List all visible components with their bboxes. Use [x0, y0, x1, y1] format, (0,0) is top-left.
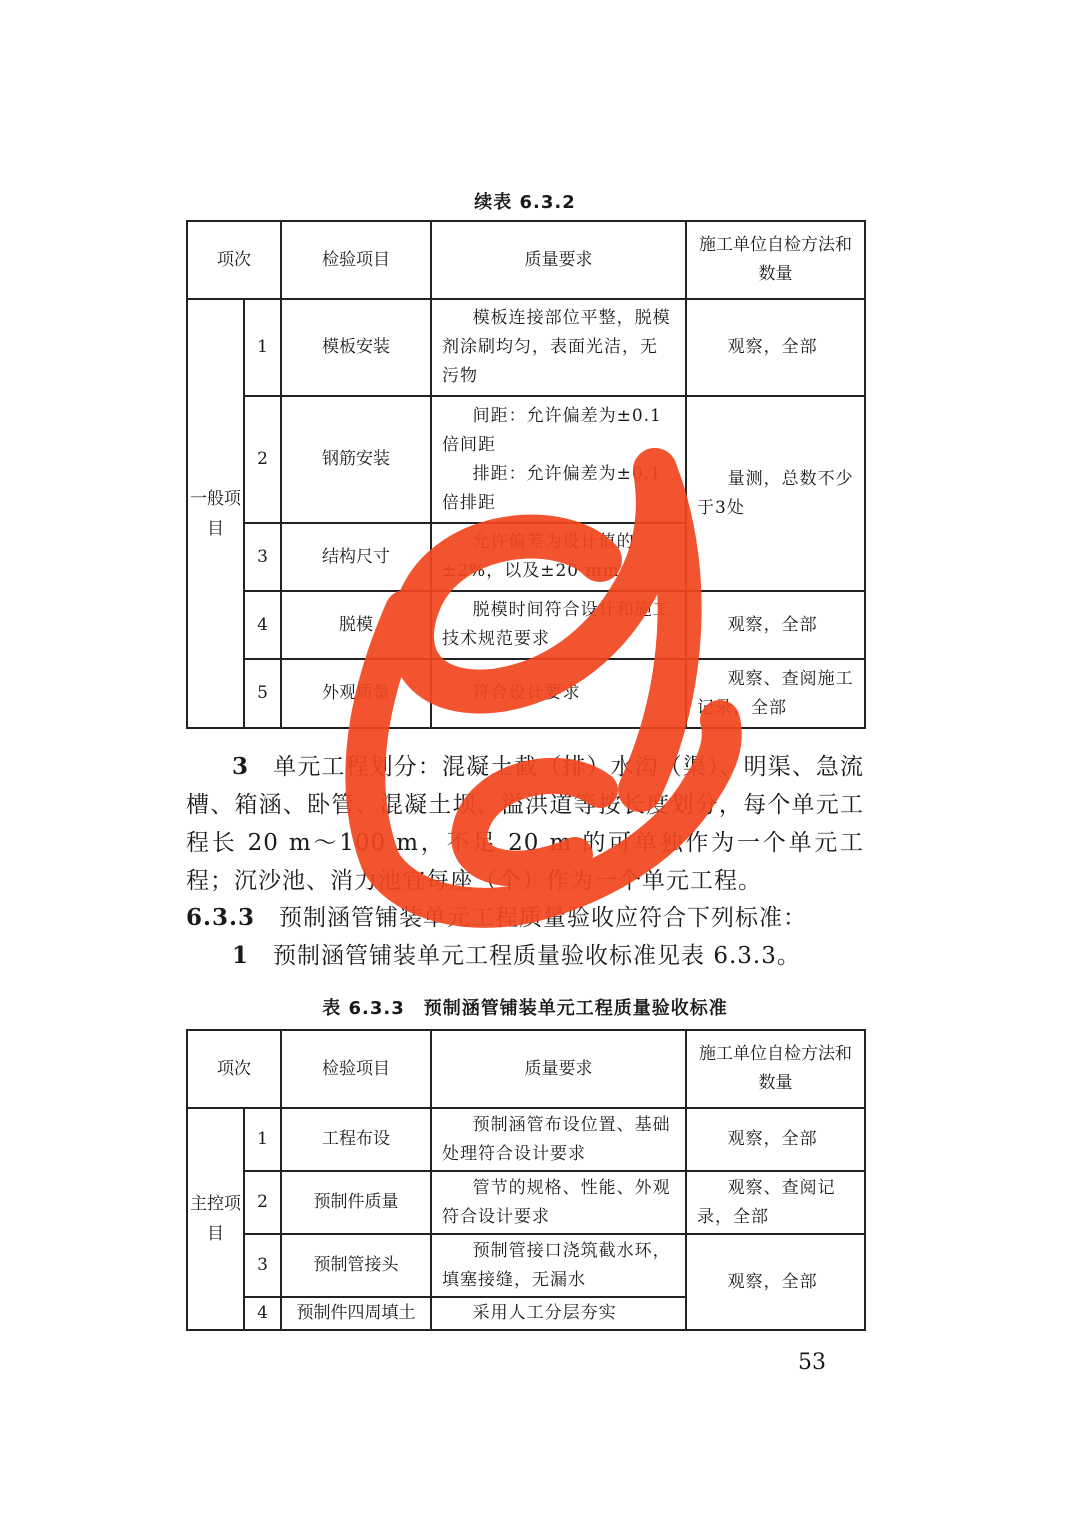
inspection-method: 观察、查阅施工记录，全部: [686, 659, 865, 728]
quality-requirement: 允许偏差为设计值的±2%，以及±20 mm: [431, 523, 686, 591]
inspection-method: 量测，总数不少于3处: [686, 396, 865, 591]
row-number: 4: [244, 591, 281, 659]
page-number: 53: [798, 1350, 826, 1375]
paragraph-unit-division: [186, 748, 864, 900]
quality-table: [186, 1029, 866, 1331]
group-label: 主控项目: [187, 1108, 244, 1330]
table-row: [187, 1234, 865, 1297]
row-number: 1: [244, 299, 281, 396]
requirement-spacing: 间距：允许偏差为±0.1倍间距: [442, 405, 662, 455]
header-index: 项次: [187, 1030, 281, 1108]
inspection-method: 观察，全部: [686, 1108, 865, 1171]
quality-table-continued: [186, 220, 866, 729]
inspection-item: 工程布设: [281, 1108, 431, 1171]
clause-text: 单元工程划分：混凝土截（排）水沟（渠）、明渠、急流槽、箱涵、卧管、混凝土坝、溢洪道等按长度划分，每个单元工程长 20 m～100 m，不足 20 m 的可单独作为一个单元工程；沉沙池、消力池宜每座（个）作为一个单元工程。: [186, 754, 865, 894]
table-row: [187, 299, 865, 396]
inspection-item: 结构尺寸: [281, 523, 431, 591]
table-row: [187, 1108, 865, 1171]
requirement-row-spacing: 排距：允许偏差为±0.1倍排距: [442, 463, 662, 513]
table-caption: 续表 6.3.2: [474, 192, 576, 213]
quality-requirement: 模板连接部位平整，脱模剂涂刷均匀，表面光洁，无污物: [431, 299, 686, 396]
header-item: 检验项目: [281, 221, 431, 299]
row-number: 2: [244, 1171, 281, 1234]
table-row: [187, 591, 865, 659]
quality-requirement: 符合设计要求: [431, 659, 686, 728]
inspection-method: 观察，全部: [686, 299, 865, 396]
section-number: 6.3.3: [186, 904, 256, 931]
header-requirement: 质量要求: [431, 221, 686, 299]
table-header-row: [187, 1030, 865, 1108]
header-requirement: 质量要求: [431, 1030, 686, 1108]
inspection-item: 预制件四周填土: [281, 1297, 431, 1330]
table-row: [187, 396, 865, 523]
header-method: 施工单位自检方法和数量: [686, 221, 865, 299]
inspection-item: 脱模: [281, 591, 431, 659]
row-number: 4: [244, 1297, 281, 1330]
quality-requirement: [431, 396, 686, 523]
paragraph-section-heading: [186, 899, 864, 937]
inspection-item: 预制件质量: [281, 1171, 431, 1234]
table-row: [187, 659, 865, 728]
quality-requirement: 预制涵管布设位置、基础处理符合设计要求: [431, 1108, 686, 1171]
clause-number: 1: [232, 942, 250, 969]
inspection-method: 观察、查阅记录，全部: [686, 1171, 865, 1234]
table-row: [187, 1171, 865, 1234]
quality-requirement: 管节的规格、性能、外观符合设计要求: [431, 1171, 686, 1234]
clause-number: 3: [232, 753, 250, 780]
inspection-item: 钢筋安装: [281, 396, 431, 523]
quality-requirement: 预制管接口浇筑截水环，填塞接缝，无漏水: [431, 1234, 686, 1297]
header-method: 施工单位自检方法和数量: [686, 1030, 865, 1108]
row-number: 5: [244, 659, 281, 728]
group-label: 一般项目: [187, 299, 244, 728]
inspection-item: 预制管接头: [281, 1234, 431, 1297]
table-header-row: [187, 221, 865, 299]
table-caption: 表 6.3.3 预制涵管铺装单元工程质量验收标准: [322, 998, 728, 1019]
header-item: 检验项目: [281, 1030, 431, 1108]
section-text: 预制涵管铺装单元工程质量验收应符合下列标准：: [279, 905, 808, 931]
inspection-item: 外观质量: [281, 659, 431, 728]
inspection-method: 观察，全部: [686, 591, 865, 659]
header-index: 项次: [187, 221, 281, 299]
paragraph-table-reference: [186, 937, 864, 975]
row-number: 2: [244, 396, 281, 523]
inspection-item: 模板安装: [281, 299, 431, 396]
row-number: 3: [244, 523, 281, 591]
row-number: 1: [244, 1108, 281, 1171]
clause-text: 预制涵管铺装单元工程质量验收标准见表 6.3.3。: [273, 943, 801, 969]
quality-requirement: 采用人工分层夯实: [431, 1297, 686, 1330]
inspection-method: 观察，全部: [686, 1234, 865, 1330]
row-number: 3: [244, 1234, 281, 1297]
quality-requirement: 脱模时间符合设计和施工技术规范要求: [431, 591, 686, 659]
